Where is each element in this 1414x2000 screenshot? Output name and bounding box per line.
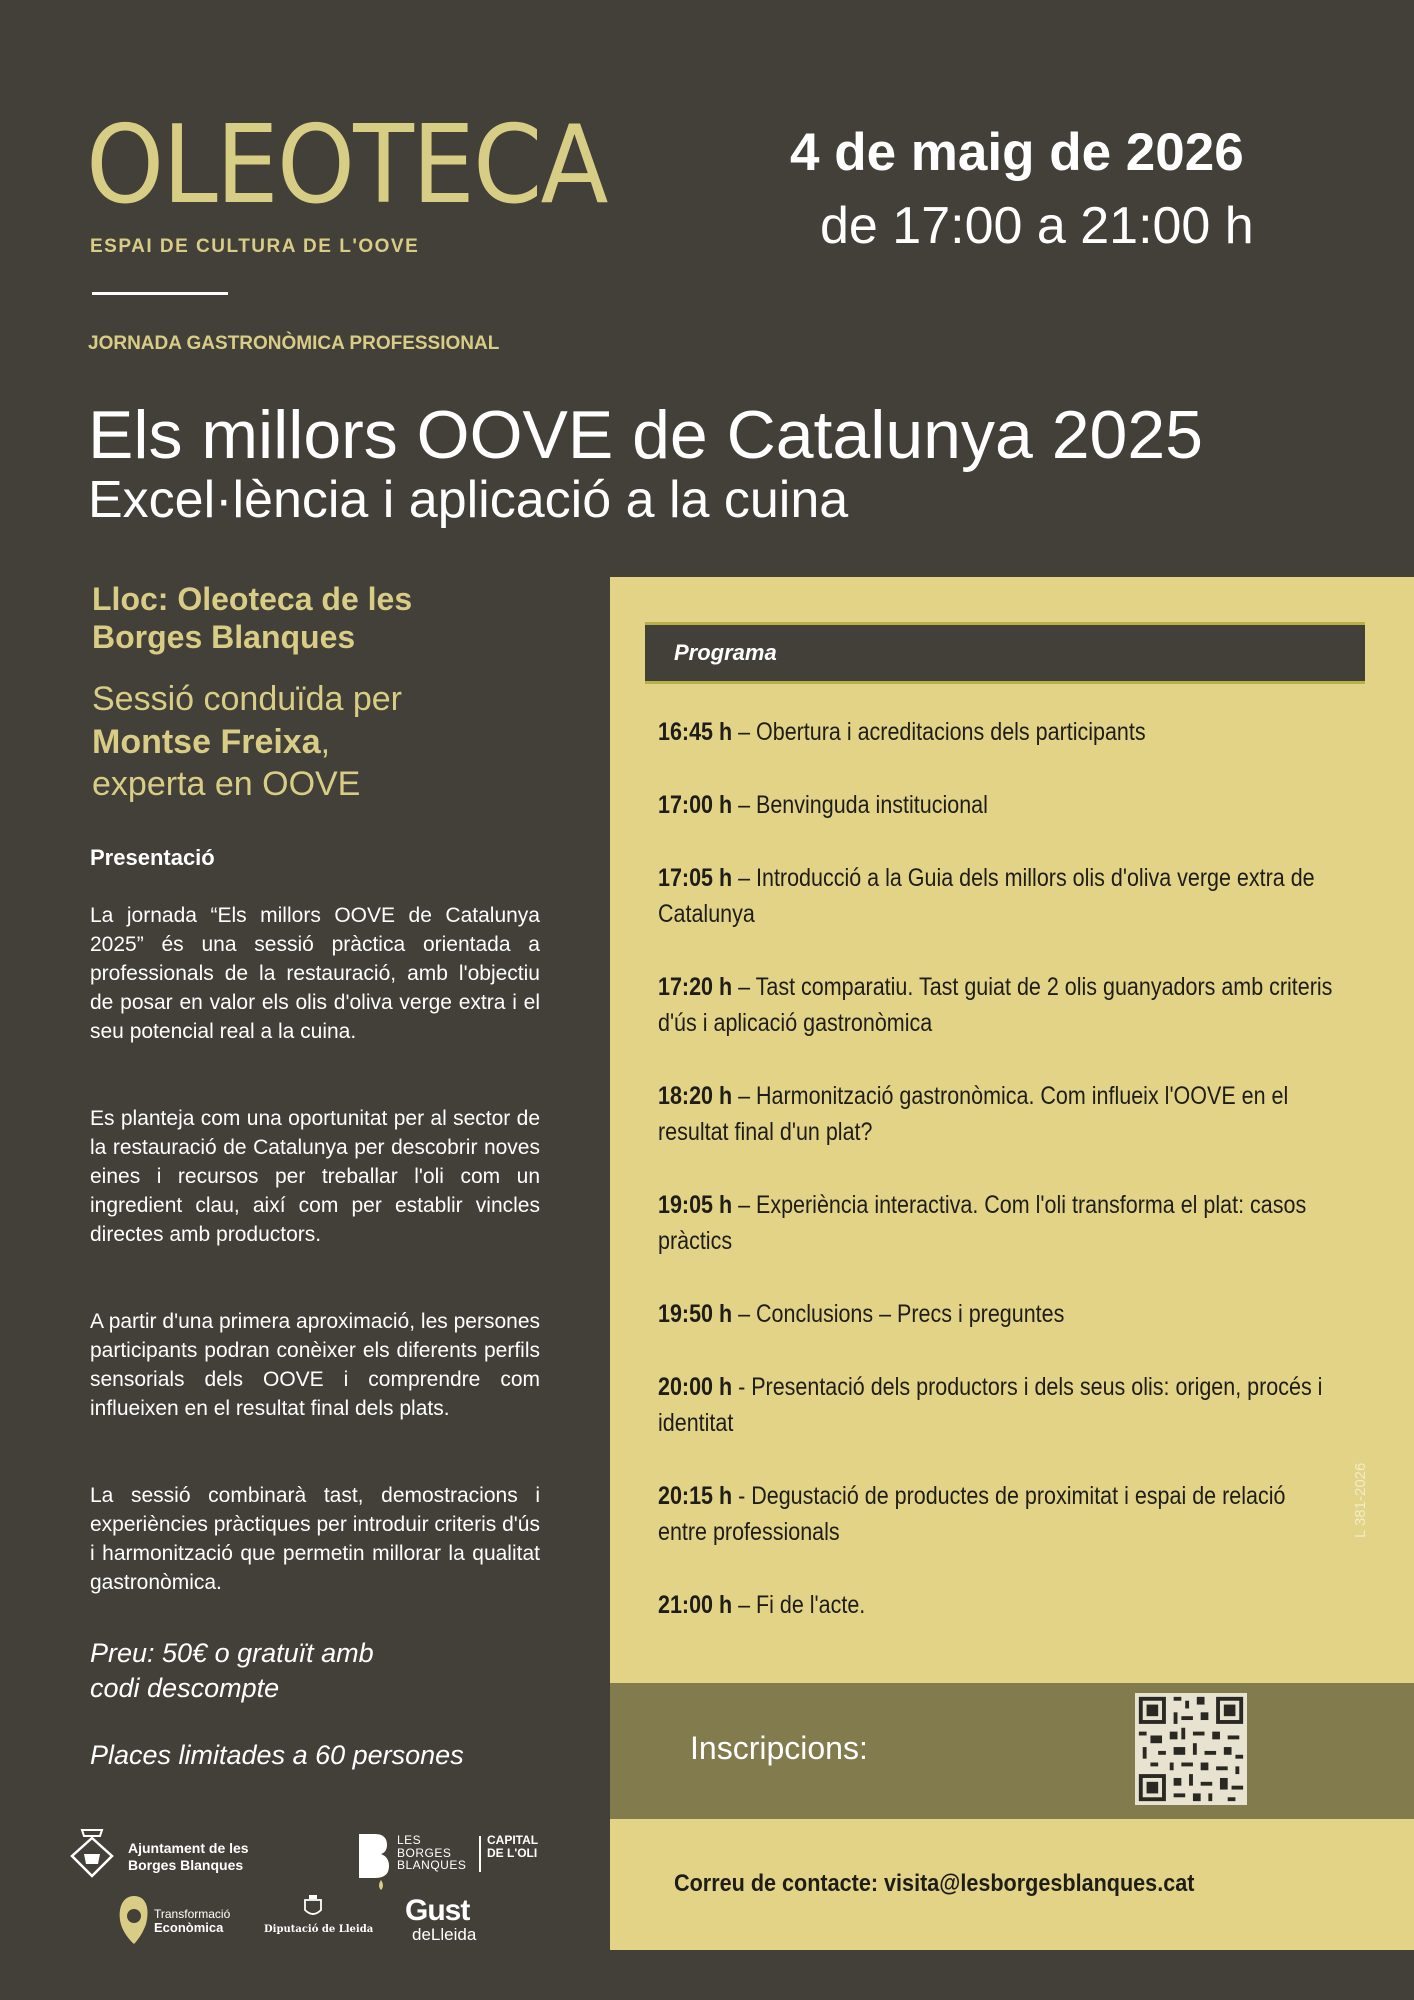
price [90, 1636, 490, 1706]
presentation-paragraph: La sessió combinarà tast, demostracions i experiències pràctiques per introduir criteris d'ús i harmonització que permetin millorar la qualitat gastronòmica. [90, 1484, 540, 1594]
contact-email[interactable]: Correu de contacte: visita@lesborgesblanques.cat [674, 1870, 1195, 1897]
price-line: codi descompte [90, 1673, 280, 1704]
ajuntament-logo-text: Ajuntament de les Borges Blanques [128, 1840, 249, 1873]
divider [92, 292, 228, 295]
program-item: 17:00 h – Benvinguda institucional [658, 791, 988, 819]
reference-code: L 381-2026 [1352, 1462, 1369, 1538]
qr-code-icon[interactable] [1135, 1693, 1247, 1805]
borges-logo-text: LES BORGES BLANQUES [397, 1833, 467, 1873]
price-line: Preu: 50€ o gratuït amb [90, 1638, 374, 1668]
host-prefix: Sessió conduïda per [92, 680, 402, 718]
presentation-heading: Presentació [90, 845, 215, 870]
program-item: 20:15 h - Degustació de productes de proximitat i espai de relació entre professionals [658, 1482, 1286, 1547]
program-item: 21:00 h – Fi de l'acte. [658, 1591, 866, 1619]
host-suffix: , [320, 722, 331, 761]
brand-title: OLEOTECA [86, 103, 607, 228]
event-date: 4 de maig de 2026 [790, 123, 1244, 182]
ajuntament-crest-icon [68, 1826, 116, 1882]
host-role: experta en OOVE [92, 765, 361, 803]
presentation-paragraph: Es planteja com una oportunitat per al sector de la restauració de Catalunya per descobrir noves eines i recursos per treballar l'oli com un ingredient clau, així com per establir vincles directes amb productors. [90, 1107, 540, 1246]
host-name: Montse Freixa [92, 722, 321, 761]
transformacio-logo-text: Transformació Econòmica [154, 1907, 231, 1936]
event-kind: JORNADA GASTRONÒMICA PROFESSIONAL [88, 333, 500, 354]
program-item: 19:50 h – Conclusions – Precs i preguntes [658, 1300, 1065, 1328]
borges-logo-icon [357, 1832, 393, 1892]
diputacio-crest-icon [302, 1894, 324, 1918]
event-title: Els millors OOVE de Catalunya 2025 [88, 397, 1203, 473]
gust-logo-subtext: deLleida [412, 1925, 477, 1944]
program-label: Programa [674, 640, 777, 665]
venue: Lloc: Oleoteca de les Borges Blanques [92, 581, 413, 656]
gust-logo-text: Gust [405, 1894, 470, 1927]
program-item: 16:45 h – Obertura i acreditacions dels participants [658, 718, 1146, 746]
program-item: 17:20 h – Tast comparatiu. Tast guiat de 2 olis guanyadors amb criteris d'ús i aplicació gastronòmica [658, 973, 1333, 1038]
capital-oli-text: CAPITAL DE L'OLI [487, 1833, 538, 1860]
divider [479, 1836, 481, 1872]
program-item: 18:20 h – Harmonització gastronòmica. Com influeix l'OOVE en el resultat final d'un plat? [658, 1082, 1289, 1147]
event-time: de 17:00 a 21:00 h [820, 197, 1254, 255]
program-item: 17:05 h – Introducció a la Guia dels millors olis d'oliva verge extra de Catalunya [658, 864, 1315, 929]
event-subtitle: Excel·lència i aplicació a la cuina [88, 471, 849, 529]
brand-subtitle: ESPAI DE CULTURA DE L'OOVE [90, 236, 420, 257]
program-item: 20:00 h - Presentació dels productors i dels seus olis: origen, procés i identitat [658, 1373, 1323, 1438]
presentation-paragraph: La jornada “Els millors OOVE de Catalunya 2025” és una sessió pràctica orientada a professionals de la restauració, amb l'objectiu de posar en valor els olis d'oliva verge extra i el seu potencial real a la cuina. [90, 904, 540, 1043]
program-item: 19:05 h – Experiència interactiva. Com l'oli transforma el plat: casos pràctics [658, 1191, 1307, 1256]
transformacio-economica-icon [116, 1894, 152, 1946]
host [92, 678, 532, 806]
places-limit: Places limitades a 60 persones [90, 1740, 464, 1770]
presentation-paragraph: A partir d'una primera aproximació, les persones participants podran conèixer els diferents perfils sensorials dels OOVE i comprendre com influeixen en el resultat final dels plats. [90, 1310, 540, 1420]
diputacio-logo-text: Diputació de Lleida [264, 1924, 374, 1935]
inscriptions-label: Inscripcions: [690, 1730, 868, 1766]
